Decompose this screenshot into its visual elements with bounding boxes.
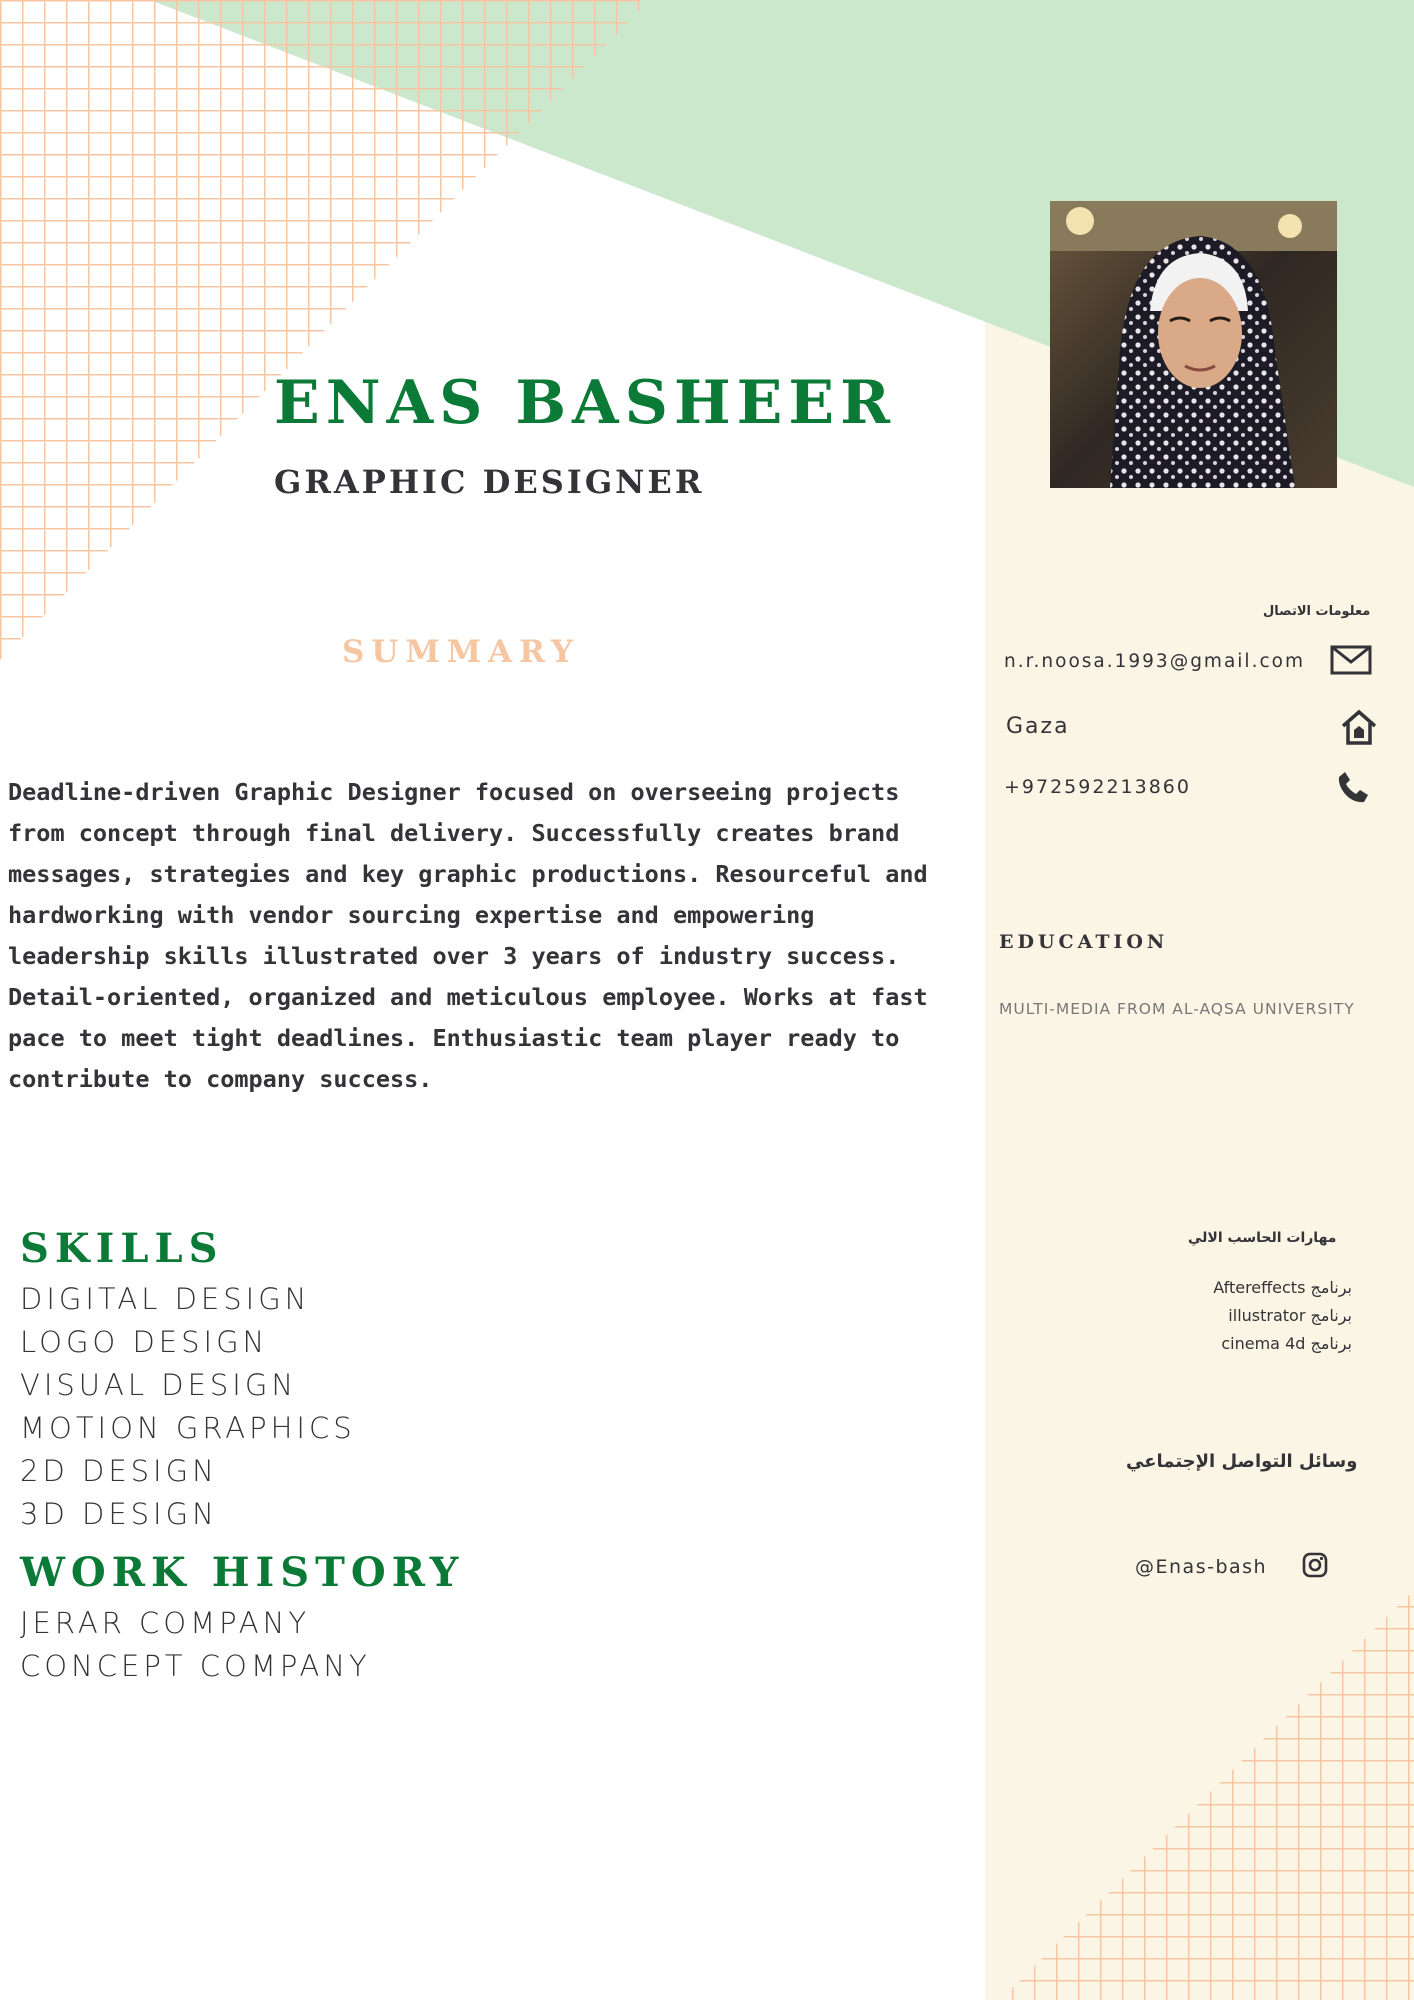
profile-photo [1050, 201, 1337, 488]
work-item: JERAR COMPANY [20, 1606, 311, 1640]
work-item: CONCEPT COMPANY [20, 1649, 371, 1683]
envelope-icon [1330, 645, 1372, 675]
job-title: GRAPHIC DESIGNER [274, 463, 705, 501]
skill-item: DIGITAL DESIGN [20, 1282, 311, 1316]
skills-heading: SKILLS [20, 1225, 224, 1272]
phone-text[interactable]: +972592213860 [1004, 776, 1191, 798]
computer-skill-item: برنامج cinema 4d [1221, 1334, 1352, 1353]
education-heading: EDUCATION [999, 931, 1169, 953]
skill-item: 3D DESIGN [20, 1497, 218, 1531]
skill-item: 2D DESIGN [20, 1454, 218, 1488]
instagram-icon[interactable] [1302, 1552, 1328, 1578]
skill-item: LOGO DESIGN [20, 1325, 269, 1359]
computer-skills-heading: مهارات الحاسب الالي [1188, 1230, 1337, 1246]
phone-icon [1336, 770, 1370, 804]
computer-skill-item: برنامج Aftereffects [1213, 1278, 1352, 1297]
summary-heading: SUMMARY [342, 634, 581, 670]
social-heading: وسائل التواصل الإجتماعي [1126, 1451, 1358, 1472]
social-handle[interactable]: @Enas-bash [1135, 1556, 1268, 1578]
work-history-list [20, 1602, 371, 1688]
computer-skills-list [1213, 1274, 1352, 1358]
computer-skill-item: برنامج illustrator [1228, 1306, 1352, 1325]
skill-item: MOTION GRAPHICS [20, 1411, 356, 1445]
top-left-grid-pattern [0, 0, 640, 660]
summary-text: Deadline-driven Graphic Designer focused on overseeing projects from concept through final delivery. Successfully creates brand messages, strategies and key graphic productions. Resourceful and hardworking with vendor sourcing expertise and empowering leadership skills illustrated over 3 years of industry success. Detail-oriented, organized and meticulous employee. Works at fast pace to meet tight deadlines. Enthusiastic team player ready to contribute to company success. [8, 778, 928, 1093]
skill-item: VISUAL DESIGN [20, 1368, 298, 1402]
education-item: MULTI-MEDIA FROM AL-AQSA UNIVERSITY [999, 1000, 1355, 1018]
work-history-heading: WORK HISTORY [20, 1549, 465, 1596]
contact-heading: معلومات الاتصال [1263, 604, 1371, 619]
home-icon [1340, 708, 1378, 746]
skills-list [20, 1278, 356, 1536]
candidate-name: ENAS BASHEER [274, 368, 896, 438]
bottom-right-grid-pattern [1000, 1590, 1414, 2000]
address-text: Gaza [1006, 714, 1070, 739]
email-text[interactable]: n.r.noosa.1993@gmail.com [1004, 651, 1305, 672]
